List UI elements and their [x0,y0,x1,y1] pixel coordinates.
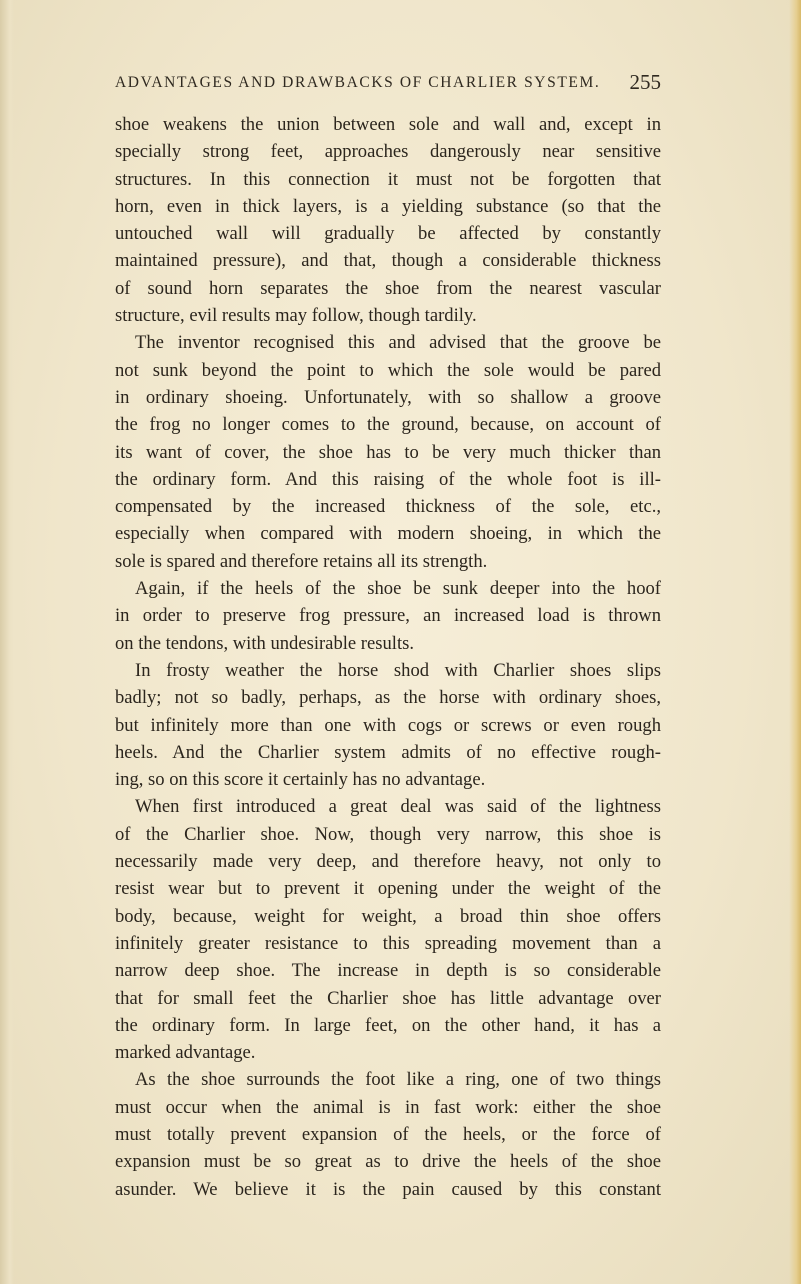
text-line: of sound horn separates the shoe from the nearest vascular [115,277,661,299]
text-line: resist wear but to prevent it opening under the weight of the [115,878,661,900]
text-line: the frog no longer comes to the ground, because, on account of [115,414,661,436]
text-line: The inventor recognised this and advised that the groove be [135,332,661,354]
text-line: but infinitely more than one with cogs or screws or even rough [115,714,661,736]
body-text [115,111,661,1203]
text-line: marked advantage. [115,1042,256,1064]
text-line: in order to preserve frog pressure, an increased load is thrown [115,605,661,627]
text-line: maintained pressure), and that, though a considerable thickness [115,250,661,272]
text-line: asunder. We believe it is the pain caused by this constant [115,1178,661,1200]
text-line: its want of cover, the shoe has to be very much thicker than [115,441,661,463]
text-line: specially strong feet, approaches dangerously near sensitive [115,141,661,163]
text-line: sole is spared and therefore retains all its strength. [115,550,488,572]
text-line: narrow deep shoe. The increase in depth is so considerable [115,960,661,982]
text-line: heels. And the Charlier system admits of no effective rough- [115,741,661,763]
text-line: in ordinary shoeing. Unfortunately, with so shallow a groove [115,386,661,408]
text-line: not sunk beyond the point to which the sole would be pared [115,359,661,381]
text-line: horn, even in thick layers, is a yielding substance (so that the [115,195,661,217]
text-line: When first introduced a great deal was said of the lightness [135,796,661,818]
text-line: ing, so on this score it certainly has no advantage. [115,769,486,791]
text-line: expansion must be so great as to drive the heels of the shoe [115,1151,661,1173]
running-head: ADVANTAGES AND DRAWBACKS OF CHARLIER SYSTEM. [115,74,601,91]
text-line: that for small feet the Charlier shoe has little advantage over [115,987,661,1009]
text-line: As the shoe surrounds the foot like a ring, one of two things [135,1069,661,1091]
text-line: shoe weakens the union between sole and wall and, except in [115,114,661,135]
text-line: compensated by the increased thickness of the sole, etc., [115,496,661,518]
text-line: structures. In this connection it must not be forgotten that [115,168,661,190]
text-line: necessarily made very deep, and therefore heavy, not only to [115,851,661,873]
text-line: untouched wall will gradually be affected by constantly [115,223,661,245]
gilt-page-edge [789,0,801,1284]
text-line: on the tendons, with undesirable results. [115,632,414,654]
text-line: of the Charlier shoe. Now, though very narrow, this shoe is [115,823,661,845]
text-line: the ordinary form. In large feet, on the other hand, it has a [115,1014,661,1036]
text-line: body, because, weight for weight, a broad thin shoe offers [115,905,661,927]
text-line: the ordinary form. And this raising of the whole foot is ill- [115,468,661,490]
text-line: structure, evil results may follow, though tardily. [115,305,477,327]
text-line: Again, if the heels of the shoe be sunk deeper into the hoof [135,578,661,600]
text-line: especially when compared with modern shoeing, in which the [115,523,661,545]
text-line: must occur when the animal is in fast work: either the shoe [115,1096,661,1118]
text-line: In frosty weather the horse shod with Charlier shoes slips [135,659,661,681]
binding-shadow [0,0,14,1284]
page-header [115,70,661,100]
text-line: must totally prevent expansion of the heels, or the force of [115,1123,661,1145]
text-line: infinitely greater resistance to this spreading movement than a [115,932,661,954]
text-line: badly; not so badly, perhaps, as the horse with ordinary shoes, [115,687,661,709]
page-number: 255 [629,70,661,94]
